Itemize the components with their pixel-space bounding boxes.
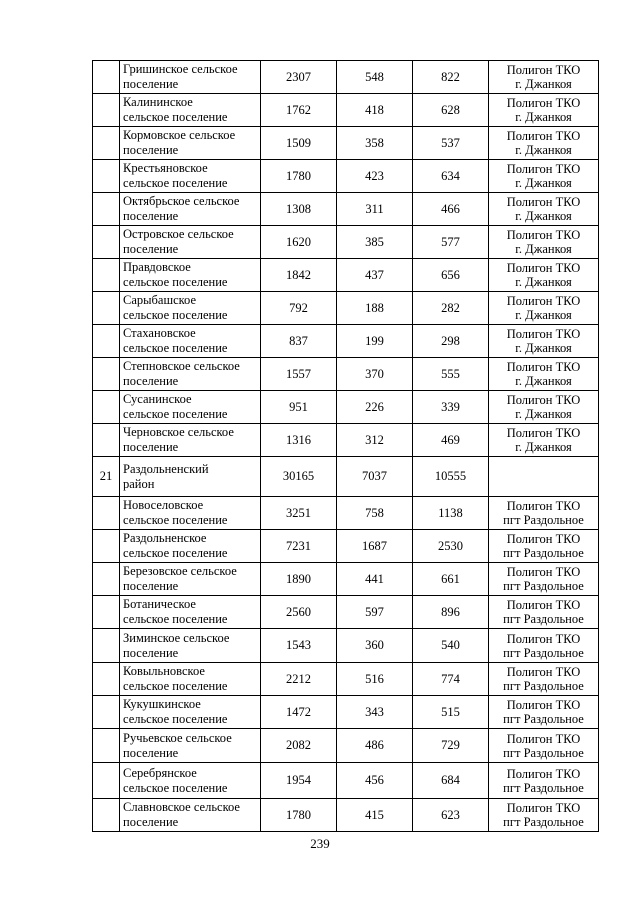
settlement-name-cell	[120, 127, 261, 160]
data-table	[92, 60, 599, 832]
settlement-name-line: Славновское сельское	[123, 800, 240, 814]
landfill-line: пгт Раздольное	[503, 612, 584, 626]
landfill-line: Полигон ТКО	[506, 731, 581, 746]
value-cell-v2: 385	[337, 226, 413, 259]
settlement-name-cell	[120, 457, 261, 497]
row-number-cell	[93, 160, 120, 193]
value-cell-v1: 1842	[261, 259, 337, 292]
settlement-name-cell	[120, 696, 261, 729]
table-row	[93, 663, 599, 696]
row-number-cell	[93, 763, 120, 799]
table-row	[93, 424, 599, 457]
landfill-line: г. Джанкоя	[515, 176, 572, 190]
landfill-line: Полигон ТКО	[506, 631, 581, 646]
value-cell-v2: 418	[337, 94, 413, 127]
landfill-cell	[489, 596, 599, 629]
landfill-cell	[489, 226, 599, 259]
settlement-name-cell	[120, 160, 261, 193]
value-cell-v2: 441	[337, 563, 413, 596]
landfill-line: г. Джанкоя	[515, 308, 572, 322]
table-row	[93, 259, 599, 292]
landfill-line: Полигон ТКО	[506, 766, 581, 781]
value-cell-v2: 199	[337, 325, 413, 358]
settlement-name-line: поселение	[123, 579, 179, 593]
landfill-cell	[489, 292, 599, 325]
settlement-name-line: Стахановское	[123, 326, 196, 340]
settlement-name-line: сельское поселение	[123, 407, 228, 421]
landfill-cell	[489, 391, 599, 424]
row-number-cell	[93, 127, 120, 160]
value-cell-v1: 2307	[261, 61, 337, 94]
value-cell-v3: 623	[413, 799, 489, 832]
value-cell-v1: 2082	[261, 729, 337, 763]
landfill-cell	[489, 259, 599, 292]
table-row	[93, 563, 599, 596]
table-row	[93, 226, 599, 259]
table-row	[93, 530, 599, 563]
table-row	[93, 358, 599, 391]
landfill-line: Полигон ТКО	[506, 327, 581, 341]
value-cell-v3: 298	[413, 325, 489, 358]
value-cell-v3: 537	[413, 127, 489, 160]
value-cell-v2: 360	[337, 629, 413, 663]
table-row	[93, 391, 599, 424]
settlement-name-line: сельское поселение	[123, 513, 228, 527]
landfill-line: Полигон ТКО	[506, 565, 581, 579]
landfill-line: Полигон ТКО	[506, 393, 581, 407]
value-cell-v3: 339	[413, 391, 489, 424]
table-row	[93, 325, 599, 358]
row-number-cell	[93, 799, 120, 832]
value-cell-v3: 282	[413, 292, 489, 325]
landfill-cell	[489, 160, 599, 193]
settlement-name-line: поселение	[123, 374, 179, 388]
landfill-line: Полигон ТКО	[506, 195, 581, 209]
settlement-name-line: сельское поселение	[123, 679, 228, 693]
landfill-line: Полигон ТКО	[506, 665, 581, 679]
landfill-line: Полигон ТКО	[506, 698, 581, 712]
value-cell-v1: 1954	[261, 763, 337, 799]
settlement-name-line: сельское поселение	[123, 275, 228, 289]
settlement-name-cell	[120, 763, 261, 799]
settlement-name-line: Сарыбашское	[123, 293, 197, 307]
value-cell-v2: 1687	[337, 530, 413, 563]
settlement-name-cell	[120, 424, 261, 457]
value-cell-v1: 951	[261, 391, 337, 424]
row-number-cell	[93, 663, 120, 696]
landfill-cell	[489, 424, 599, 457]
settlement-name-cell	[120, 629, 261, 663]
value-cell-v1: 2212	[261, 663, 337, 696]
landfill-line: г. Джанкоя	[515, 407, 572, 421]
landfill-cell	[489, 629, 599, 663]
landfill-line: Полигон ТКО	[506, 228, 581, 242]
landfill-line: Полигон ТКО	[506, 162, 581, 176]
settlement-name-line: Зиминское сельское	[123, 630, 230, 645]
value-cell-v2: 343	[337, 696, 413, 729]
landfill-line: Полигон ТКО	[506, 63, 581, 77]
value-cell-v1: 7231	[261, 530, 337, 563]
settlement-name-line: район	[123, 476, 155, 491]
landfill-line: г. Джанкоя	[515, 77, 572, 91]
landfill-line: пгт Раздольное	[503, 546, 584, 560]
value-cell-v2: 311	[337, 193, 413, 226]
value-cell-v2: 370	[337, 358, 413, 391]
landfill-line: пгт Раздольное	[503, 679, 584, 693]
row-number-cell: 21	[93, 457, 120, 497]
settlement-name-cell	[120, 226, 261, 259]
settlement-name-line: Раздольненское	[123, 531, 207, 545]
landfill-cell	[489, 497, 599, 530]
value-cell-v1: 1509	[261, 127, 337, 160]
row-number-cell	[93, 497, 120, 530]
row-number-cell	[93, 729, 120, 763]
row-number-cell	[93, 563, 120, 596]
value-cell-v1: 1543	[261, 629, 337, 663]
settlement-name-cell	[120, 61, 261, 94]
table-body	[93, 61, 599, 832]
row-number-cell	[93, 629, 120, 663]
settlement-name-cell	[120, 799, 261, 832]
value-cell-v2: 486	[337, 729, 413, 763]
value-cell-v1: 837	[261, 325, 337, 358]
landfill-cell	[489, 193, 599, 226]
value-cell-v1: 1472	[261, 696, 337, 729]
value-cell-v3: 774	[413, 663, 489, 696]
settlement-name-line: Островское сельское	[123, 227, 234, 241]
table-row	[93, 127, 599, 160]
value-cell-v3: 540	[413, 629, 489, 663]
value-cell-v1: 3251	[261, 497, 337, 530]
settlement-name-cell	[120, 391, 261, 424]
value-cell-v2: 597	[337, 596, 413, 629]
table-row	[93, 497, 599, 530]
value-cell-v3: 628	[413, 94, 489, 127]
landfill-line: пгт Раздольное	[503, 513, 584, 527]
row-number-cell	[93, 530, 120, 563]
value-cell-v1: 1780	[261, 799, 337, 832]
table-row	[93, 193, 599, 226]
settlement-name-cell	[120, 193, 261, 226]
page-number: 239	[310, 836, 330, 851]
settlement-name-line: сельское поселение	[123, 612, 228, 626]
settlement-name-line: Ботаническое	[123, 597, 196, 611]
value-cell-v3: 656	[413, 259, 489, 292]
landfill-line: Полигон ТКО	[506, 294, 581, 308]
value-cell-v3: 634	[413, 160, 489, 193]
settlement-name-cell	[120, 530, 261, 563]
settlement-name-line: поселение	[123, 645, 179, 660]
settlement-name-line: Сусанинское	[123, 392, 192, 406]
landfill-cell	[489, 358, 599, 391]
row-number-cell	[93, 391, 120, 424]
settlement-name-line: Ковыльновское	[123, 664, 205, 678]
value-cell-v2: 7037	[337, 457, 413, 497]
row-number-cell	[93, 424, 120, 457]
settlement-name-line: Ручьевское сельское	[123, 730, 232, 745]
row-number-cell	[93, 358, 120, 391]
landfill-line: г. Джанкоя	[515, 242, 572, 256]
landfill-line: г. Джанкоя	[515, 209, 572, 223]
landfill-line: пгт Раздольное	[503, 780, 584, 795]
landfill-line: г. Джанкоя	[515, 275, 572, 289]
row-number-cell	[93, 292, 120, 325]
row-number-cell	[93, 259, 120, 292]
settlement-name-cell	[120, 663, 261, 696]
settlement-name-line: Правдовское	[123, 260, 191, 274]
table-row	[93, 292, 599, 325]
value-cell-v1: 2560	[261, 596, 337, 629]
landfill-line: Полигон ТКО	[506, 426, 581, 440]
landfill-cell	[489, 696, 599, 729]
table-row	[93, 596, 599, 629]
value-cell-v3: 684	[413, 763, 489, 799]
value-cell-v2: 758	[337, 497, 413, 530]
row-number-cell	[93, 61, 120, 94]
value-cell-v3: 577	[413, 226, 489, 259]
value-cell-v1: 1557	[261, 358, 337, 391]
settlement-name-line: Октябрьское сельское	[123, 194, 240, 208]
value-cell-v1: 1308	[261, 193, 337, 226]
settlement-name-line: сельское поселение	[123, 780, 228, 795]
landfill-line: Полигон ТКО	[506, 598, 581, 612]
landfill-line: Полигон ТКО	[506, 360, 581, 374]
value-cell-v3: 515	[413, 696, 489, 729]
value-cell-v3: 822	[413, 61, 489, 94]
table-row	[93, 729, 599, 763]
landfill-cell	[489, 563, 599, 596]
settlement-name-cell	[120, 563, 261, 596]
settlement-name-line: Гришинское сельское	[123, 62, 238, 76]
table-row	[93, 61, 599, 94]
landfill-line: г. Джанкоя	[515, 374, 572, 388]
value-cell-v2: 188	[337, 292, 413, 325]
landfill-line: пгт Раздольное	[503, 712, 584, 726]
value-cell-v3: 661	[413, 563, 489, 596]
landfill-line: г. Джанкоя	[515, 341, 572, 355]
value-cell-v1: 1620	[261, 226, 337, 259]
settlement-name-line: Крестьяновское	[123, 161, 208, 175]
value-cell-v2: 456	[337, 763, 413, 799]
landfill-line: г. Джанкоя	[515, 110, 572, 124]
settlement-name-cell	[120, 596, 261, 629]
landfill-cell	[489, 763, 599, 799]
value-cell-v2: 358	[337, 127, 413, 160]
landfill-line: пгт Раздольное	[503, 579, 584, 593]
settlement-name-line: Новоселовское	[123, 498, 204, 512]
value-cell-v1: 1316	[261, 424, 337, 457]
value-cell-v3: 10555	[413, 457, 489, 497]
value-cell-v3: 1138	[413, 497, 489, 530]
settlement-name-line: Кукушкинское	[123, 697, 201, 711]
table-row	[93, 457, 599, 497]
settlement-name-cell	[120, 292, 261, 325]
landfill-cell	[489, 127, 599, 160]
value-cell-v1: 30165	[261, 457, 337, 497]
landfill-cell	[489, 729, 599, 763]
value-cell-v3: 729	[413, 729, 489, 763]
settlement-name-line: сельское поселение	[123, 712, 228, 726]
value-cell-v3: 466	[413, 193, 489, 226]
landfill-cell	[489, 61, 599, 94]
settlement-name-line: поселение	[123, 745, 179, 760]
landfill-line: г. Джанкоя	[515, 440, 572, 454]
value-cell-v2: 516	[337, 663, 413, 696]
value-cell-v3: 555	[413, 358, 489, 391]
settlement-name-line: Серебрянское	[123, 765, 197, 780]
value-cell-v2: 415	[337, 799, 413, 832]
settlement-name-line: Калининское	[123, 95, 193, 109]
value-cell-v1: 1762	[261, 94, 337, 127]
landfill-line: Полигон ТКО	[506, 499, 581, 513]
settlement-name-line: сельское поселение	[123, 176, 228, 190]
landfill-cell	[489, 325, 599, 358]
value-cell-v1: 1780	[261, 160, 337, 193]
settlement-name-cell	[120, 729, 261, 763]
settlement-name-line: поселение	[123, 242, 179, 256]
value-cell-v2: 548	[337, 61, 413, 94]
row-number-cell	[93, 226, 120, 259]
settlement-name-line: поселение	[123, 209, 179, 223]
table-row	[93, 94, 599, 127]
value-cell-v2: 437	[337, 259, 413, 292]
settlement-name-line: Березовское сельское	[123, 564, 237, 578]
landfill-cell	[489, 94, 599, 127]
settlement-name-cell	[120, 358, 261, 391]
settlement-name-line: сельское поселение	[123, 341, 228, 355]
landfill-line: Полигон ТКО	[506, 532, 581, 546]
table-row	[93, 629, 599, 663]
landfill-cell	[489, 663, 599, 696]
row-number-cell	[93, 596, 120, 629]
settlement-name-line: Степновское сельское	[123, 359, 240, 373]
row-number-cell	[93, 325, 120, 358]
row-number-cell	[93, 193, 120, 226]
landfill-cell	[489, 530, 599, 563]
row-number-cell	[93, 94, 120, 127]
value-cell-v1: 1890	[261, 563, 337, 596]
landfill-line: г. Джанкоя	[515, 143, 572, 157]
settlement-name-line: сельское поселение	[123, 546, 228, 560]
landfill-cell	[489, 457, 599, 497]
settlement-name-line: Кормовское сельское	[123, 128, 236, 142]
landfill-line: Полигон ТКО	[506, 129, 581, 143]
settlement-name-line: поселение	[123, 143, 179, 157]
landfill-cell	[489, 799, 599, 832]
settlement-name-line: Черновское сельское	[123, 425, 234, 439]
settlement-name-line: поселение	[123, 440, 179, 454]
value-cell-v3: 896	[413, 596, 489, 629]
landfill-line: Полигон ТКО	[506, 96, 581, 110]
landfill-line: Полигон ТКО	[506, 261, 581, 275]
value-cell-v1: 792	[261, 292, 337, 325]
value-cell-v2: 226	[337, 391, 413, 424]
settlement-name-line: сельское поселение	[123, 110, 228, 124]
settlement-name-cell	[120, 325, 261, 358]
landfill-line: пгт Раздольное	[503, 745, 584, 760]
landfill-line: пгт Раздольное	[503, 815, 584, 829]
table-row	[93, 763, 599, 799]
value-cell-v2: 423	[337, 160, 413, 193]
settlement-name-line: поселение	[123, 77, 179, 91]
table-row	[93, 160, 599, 193]
table-row	[93, 696, 599, 729]
landfill-line: пгт Раздольное	[503, 645, 584, 660]
value-cell-v3: 2530	[413, 530, 489, 563]
settlement-name-cell	[120, 94, 261, 127]
settlement-name-line: сельское поселение	[123, 308, 228, 322]
settlement-name-line: Раздольненский	[123, 461, 209, 476]
row-number-cell	[93, 696, 120, 729]
value-cell-v3: 469	[413, 424, 489, 457]
settlement-name-cell	[120, 259, 261, 292]
settlement-name-cell	[120, 497, 261, 530]
settlement-name-line: поселение	[123, 815, 179, 829]
value-cell-v2: 312	[337, 424, 413, 457]
table-row	[93, 799, 599, 832]
landfill-line: Полигон ТКО	[506, 801, 581, 815]
